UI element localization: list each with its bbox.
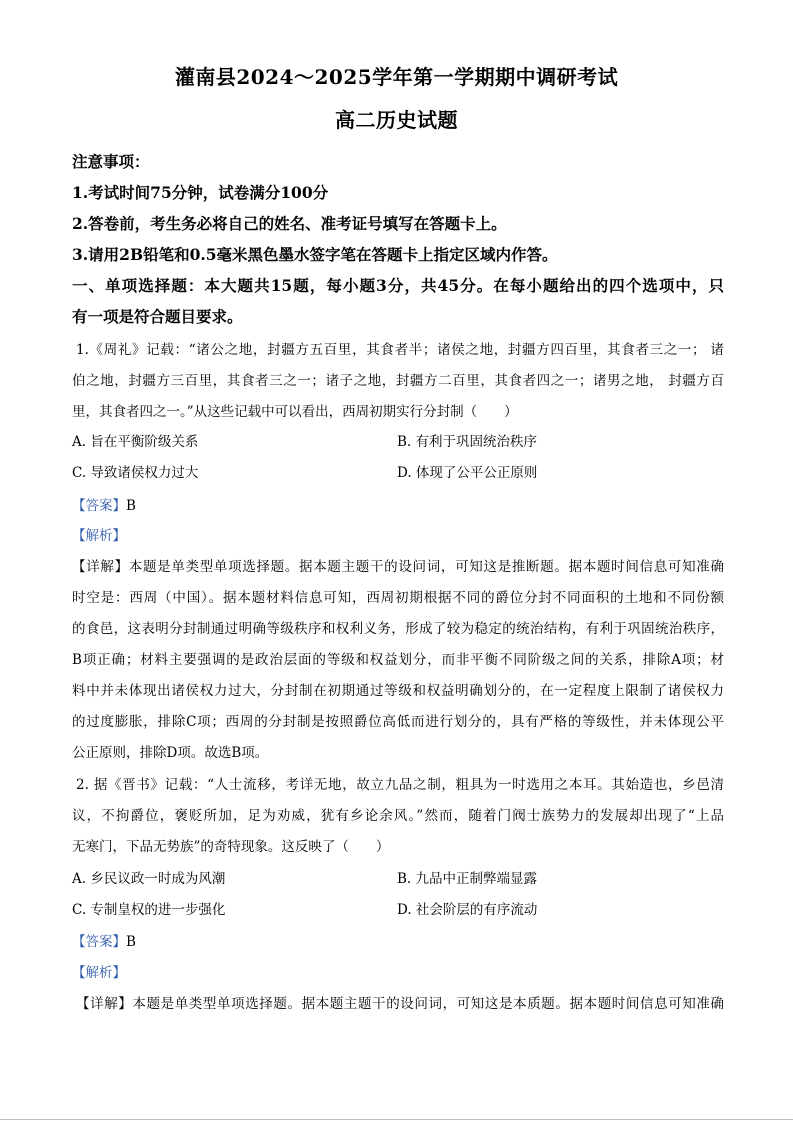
q1-detail: 公正原则，排除D项。故选B项。 [72, 745, 269, 761]
q1-detail: 料中并未体现出诸侯权力过大，分封制在初期通过等级和权益明确划分的，在一定程度上限制了诸侯权力 [72, 683, 724, 699]
exam-subtitle: 高二历史试题 [335, 108, 458, 132]
question-2-stem: 无寒门，下品无势族”的奇特现象。这反映了（ ） [72, 839, 390, 855]
q1-option-a: A. 旨在平衡阶级关系 [72, 434, 199, 450]
q2-answer [72, 930, 136, 950]
q1-option-c: C. 导致诸侯权力过大 [72, 465, 199, 481]
q2-option-c: C. 专制皇权的进一步强化 [72, 902, 226, 918]
section-heading-cont: 有一项是符合题目要求。 [72, 307, 243, 326]
notice-item: 2.答卷前，考生务必将自己的姓名、准考证号填写在答题卡上。 [72, 214, 507, 233]
question-1-stem: 伯之地，封疆方三百里，其食者三之一；诸子之地，封疆方二百里，其食者四之一；诸男之地， 封疆方百 [72, 373, 724, 389]
q2-option-a: A. 乡民议政一时成为风潮 [72, 871, 226, 887]
question-2-stem: 2. 据《晋书》记载：“人士流移，考详无地，故立九品之制，粗具为一时选用之本耳。其始造也，乡邑清 [76, 777, 724, 793]
q1-answer [72, 494, 136, 514]
notice-heading: 注意事项： [72, 152, 150, 171]
question-2-stem: 议，不拘爵位，褒贬所加，足为劝威，犹有乡论余风。”然而，随着门阀士族势力的发展却出现了“上品 [72, 808, 724, 824]
question-1-stem: 1.《周礼》记载：“诸公之地，封疆方五百里，其食者半；诸侯之地，封疆方四百里，其食者三之一； 诸 [76, 342, 724, 358]
q2-detail: 【详解】本题是单类型单项选择题。据本题主题干的设问词，可知这是本质题。据本题时间信息可知准确 [76, 996, 724, 1012]
q1-detail: 时空是：西周（中国）。据本题材料信息可知，西周初期根据不同的爵位分封不同面积的土地和不同份额 [72, 590, 724, 606]
answer-tag: 【答案】 [72, 498, 126, 514]
q2-option-d: D. 社会阶层的有序流动 [397, 902, 538, 918]
q1-option-d: D. 体现了公平公正原则 [397, 465, 538, 481]
q1-detail: 的食邑，这表明分封制通过明确等级秩序和权利义务，形成了较为稳定的统治结构，有利于巩固统治秩序， [72, 621, 724, 637]
notice-item: 1.考试时间75分钟，试卷满分100分 [72, 183, 329, 202]
section-heading: 一、单项选择题：本大题共15题，每小题3分，共45分。在每小题给出的四个选项中，只 [72, 276, 724, 295]
page-bottom-divider [0, 1119, 793, 1120]
q1-detail: 的过度膨胀，排除C项；西周的分封制是按照爵位高低而进行划分的，具有严格的等级性，并未体现公平 [72, 714, 724, 730]
q1-analysis-tag: 【解析】 [72, 528, 126, 544]
q2-option-b: B. 九品中正制弊端显露 [397, 871, 538, 887]
question-1-stem: 里，其食者四之一。”从这些记载中可以看出，西周初期实行分封制（ ） [72, 404, 518, 420]
q1-detail: 【详解】本题是单类型单项选择题。据本题主题干的设问词，可知这是推断题。据本题时间信息可知准确 [72, 559, 724, 575]
q2-analysis-tag: 【解析】 [72, 965, 126, 981]
notice-item: 3.请用2B铅笔和0.5毫米黑色墨水签字笔在答题卡上指定区域内作答。 [72, 245, 558, 264]
answer-value: B [126, 934, 136, 950]
answer-value: B [126, 498, 136, 514]
answer-tag: 【答案】 [72, 934, 126, 950]
q1-option-b: B. 有利于巩固统治秩序 [397, 434, 538, 450]
exam-title: 灌南县2024～2025学年第一学期期中调研考试 [174, 65, 619, 89]
q1-detail: B项正确；材料主要强调的是政治层面的等级和权益划分，而非平衡不同阶级之间的关系，排除A项；材 [72, 652, 724, 668]
